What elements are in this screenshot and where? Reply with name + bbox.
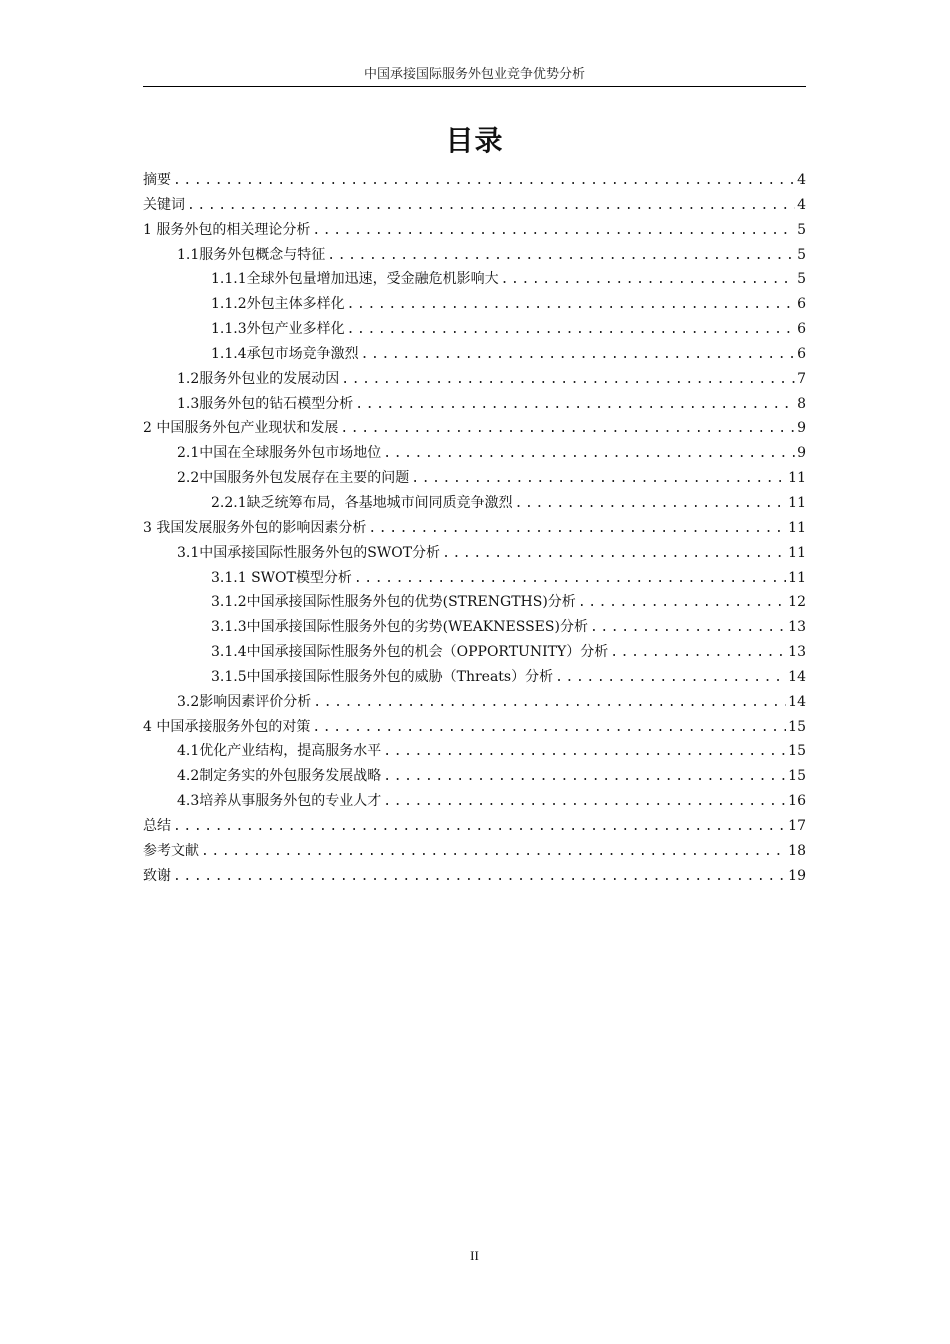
toc-entry-text: 1.1.2外包主体多样化 (211, 296, 345, 313)
toc-entry-text: 致谢 (143, 867, 171, 884)
toc-entry-text: 1 服务外包的相关理论分析 (143, 221, 311, 238)
toc-dot-leader (381, 740, 786, 764)
table-of-contents (143, 168, 806, 888)
toc-dot-leader (310, 716, 786, 740)
toc-entry-page: 6 (797, 321, 806, 338)
toc-entry-page: 6 (797, 345, 806, 362)
toc-dot-leader (171, 169, 795, 193)
toc-entry-page: 16 (788, 793, 806, 810)
toc-entry-text: 1.2服务外包业的发展动因 (177, 370, 340, 387)
toc-entry-text: 3.1.4中国承接国际性服务外包的机会（OPPORTUNITY）分析 (211, 644, 609, 661)
toc-entry-text: 1.1.4承包市场竞争激烈 (211, 345, 359, 362)
toc-entry-page: 17 (788, 817, 806, 834)
toc-entry-page: 9 (797, 420, 806, 437)
toc-entry[interactable] (143, 615, 806, 640)
toc-entry-page: 5 (797, 246, 806, 263)
toc-entry[interactable] (143, 292, 806, 317)
toc-dot-leader (381, 765, 786, 789)
toc-dot-leader (171, 815, 786, 839)
toc-entry-text: 2.2.1缺乏统筹布局，各基地城市间同质竞争激烈 (211, 494, 513, 511)
toc-entry[interactable] (143, 541, 806, 566)
toc-dot-leader (339, 368, 795, 392)
toc-entry-text: 1.1.3外包产业多样化 (211, 321, 345, 338)
toc-entry-page: 18 (788, 842, 806, 859)
toc-entry-page: 7 (797, 370, 806, 387)
toc-entry[interactable] (143, 516, 806, 541)
toc-entry[interactable] (143, 789, 806, 814)
toc-dot-leader (576, 591, 786, 615)
toc-entry[interactable] (143, 566, 806, 591)
toc-entry-text: 3.1中国承接国际性服务外包的SWOT分析 (177, 544, 441, 561)
toc-entry[interactable] (143, 839, 806, 864)
toc-dot-leader (499, 268, 795, 292)
toc-dot-leader (553, 666, 786, 690)
toc-entry-text: 3.2影响因素评价分析 (177, 693, 312, 710)
toc-entry[interactable] (143, 690, 806, 715)
toc-entry[interactable] (143, 590, 806, 615)
toc-entry-text: 4 中国承接服务外包的对策 (143, 718, 311, 735)
page-number: II (470, 1248, 479, 1263)
toc-entry[interactable] (143, 392, 806, 417)
toc-entry[interactable] (143, 416, 806, 441)
toc-dot-leader (352, 567, 786, 591)
toc-dot-leader (199, 840, 786, 864)
toc-entry[interactable] (143, 243, 806, 268)
toc-entry-page: 6 (797, 296, 806, 313)
toc-dot-leader (608, 641, 786, 665)
toc-entry-text: 3.1.1 SWOT模型分析 (211, 569, 352, 586)
toc-entry-page: 4 (797, 196, 806, 213)
toc-dot-leader (345, 318, 795, 342)
toc-dot-leader (338, 417, 795, 441)
toc-entry-page: 14 (788, 668, 806, 685)
toc-entry-page: 8 (797, 395, 806, 412)
toc-dot-leader (185, 194, 795, 218)
toc-dot-leader (311, 691, 786, 715)
toc-dot-leader (381, 790, 786, 814)
toc-entry-page: 4 (797, 172, 806, 188)
toc-entry-page: 14 (788, 693, 806, 710)
toc-entry[interactable] (143, 367, 806, 392)
toc-entry[interactable] (143, 342, 806, 367)
toc-entry-text: 1.1服务外包概念与特征 (177, 246, 326, 263)
toc-entry-text: 4.2制定务实的外包服务发展战略 (177, 768, 382, 785)
toc-entry-text: 1.1.1全球外包量增加迅速，受金融危机影响大 (211, 271, 499, 288)
toc-dot-leader (353, 393, 795, 417)
toc-entry-text: 参考文献 (143, 842, 199, 859)
toc-dot-leader (409, 467, 786, 491)
toc-entry-page: 15 (788, 768, 806, 785)
toc-dot-leader (381, 442, 795, 466)
toc-entry[interactable] (143, 193, 806, 218)
toc-entry-page: 11 (788, 569, 806, 586)
toc-entry[interactable] (143, 764, 806, 789)
toc-entry-page: 15 (788, 743, 806, 760)
toc-entry-text: 2.1中国在全球服务外包市场地位 (177, 445, 382, 462)
toc-entry-text: 总结 (143, 817, 171, 834)
toc-entry-page: 11 (788, 544, 806, 561)
toc-entry-text: 关键词 (143, 196, 185, 213)
toc-entry[interactable] (143, 491, 806, 516)
toc-entry-text: 摘要 (143, 172, 171, 188)
toc-entry-page: 12 (788, 594, 806, 611)
toc-dot-leader (588, 616, 786, 640)
toc-entry[interactable] (143, 466, 806, 491)
toc-dot-leader (310, 219, 795, 243)
toc-entry[interactable] (143, 218, 806, 243)
toc-entry[interactable] (143, 715, 806, 740)
toc-entry[interactable] (143, 665, 806, 690)
toc-entry-page: 5 (797, 221, 806, 238)
toc-entry[interactable] (143, 317, 806, 342)
toc-entry[interactable] (143, 640, 806, 665)
toc-dot-leader (513, 492, 787, 516)
toc-entry-page: 15 (788, 718, 806, 735)
toc-title: 目录 (445, 124, 504, 157)
toc-entry-page: 19 (788, 867, 806, 884)
toc-entry[interactable] (143, 168, 806, 193)
toc-dot-leader (345, 293, 795, 317)
toc-entry[interactable] (143, 814, 806, 839)
toc-entry[interactable] (143, 267, 806, 292)
toc-entry-page: 11 (788, 470, 806, 487)
header-rule (143, 86, 806, 87)
toc-dot-leader (325, 244, 795, 268)
toc-entry-text: 3.1.5中国承接国际性服务外包的威胁（Threats）分析 (211, 668, 554, 685)
toc-entry-text: 3.1.3中国承接国际性服务外包的劣势(WEAKNESSES)分析 (211, 619, 588, 636)
toc-entry-text: 2 中国服务外包产业现状和发展 (143, 420, 339, 437)
toc-entry-page: 5 (797, 271, 806, 288)
toc-entry[interactable] (143, 441, 806, 466)
toc-entry[interactable] (143, 739, 806, 764)
toc-entry-text: 4.1优化产业结构，提高服务水平 (177, 743, 382, 760)
toc-entry-page: 9 (797, 445, 806, 462)
toc-dot-leader (366, 517, 786, 541)
toc-entry-page: 11 (788, 519, 806, 536)
toc-entry-page: 11 (788, 494, 806, 511)
toc-entry-page: 13 (788, 619, 806, 636)
toc-entry[interactable] (143, 864, 806, 889)
toc-entry-text: 1.3服务外包的钻石模型分析 (177, 395, 354, 412)
toc-entry-page: 13 (788, 644, 806, 661)
toc-dot-leader (359, 343, 795, 367)
toc-entry-text: 4.3培养从事服务外包的专业人才 (177, 793, 382, 810)
running-header: 中国承接国际服务外包业竞争优势分析 (363, 67, 585, 82)
toc-entry-text: 3 我国发展服务外包的影响因素分析 (143, 519, 367, 536)
toc-entry-text: 3.1.2中国承接国际性服务外包的优势(STRENGTHS)分析 (211, 594, 576, 611)
toc-entry-text: 2.2中国服务外包发展存在主要的问题 (177, 470, 410, 487)
toc-dot-leader (171, 865, 786, 889)
toc-dot-leader (440, 542, 786, 566)
